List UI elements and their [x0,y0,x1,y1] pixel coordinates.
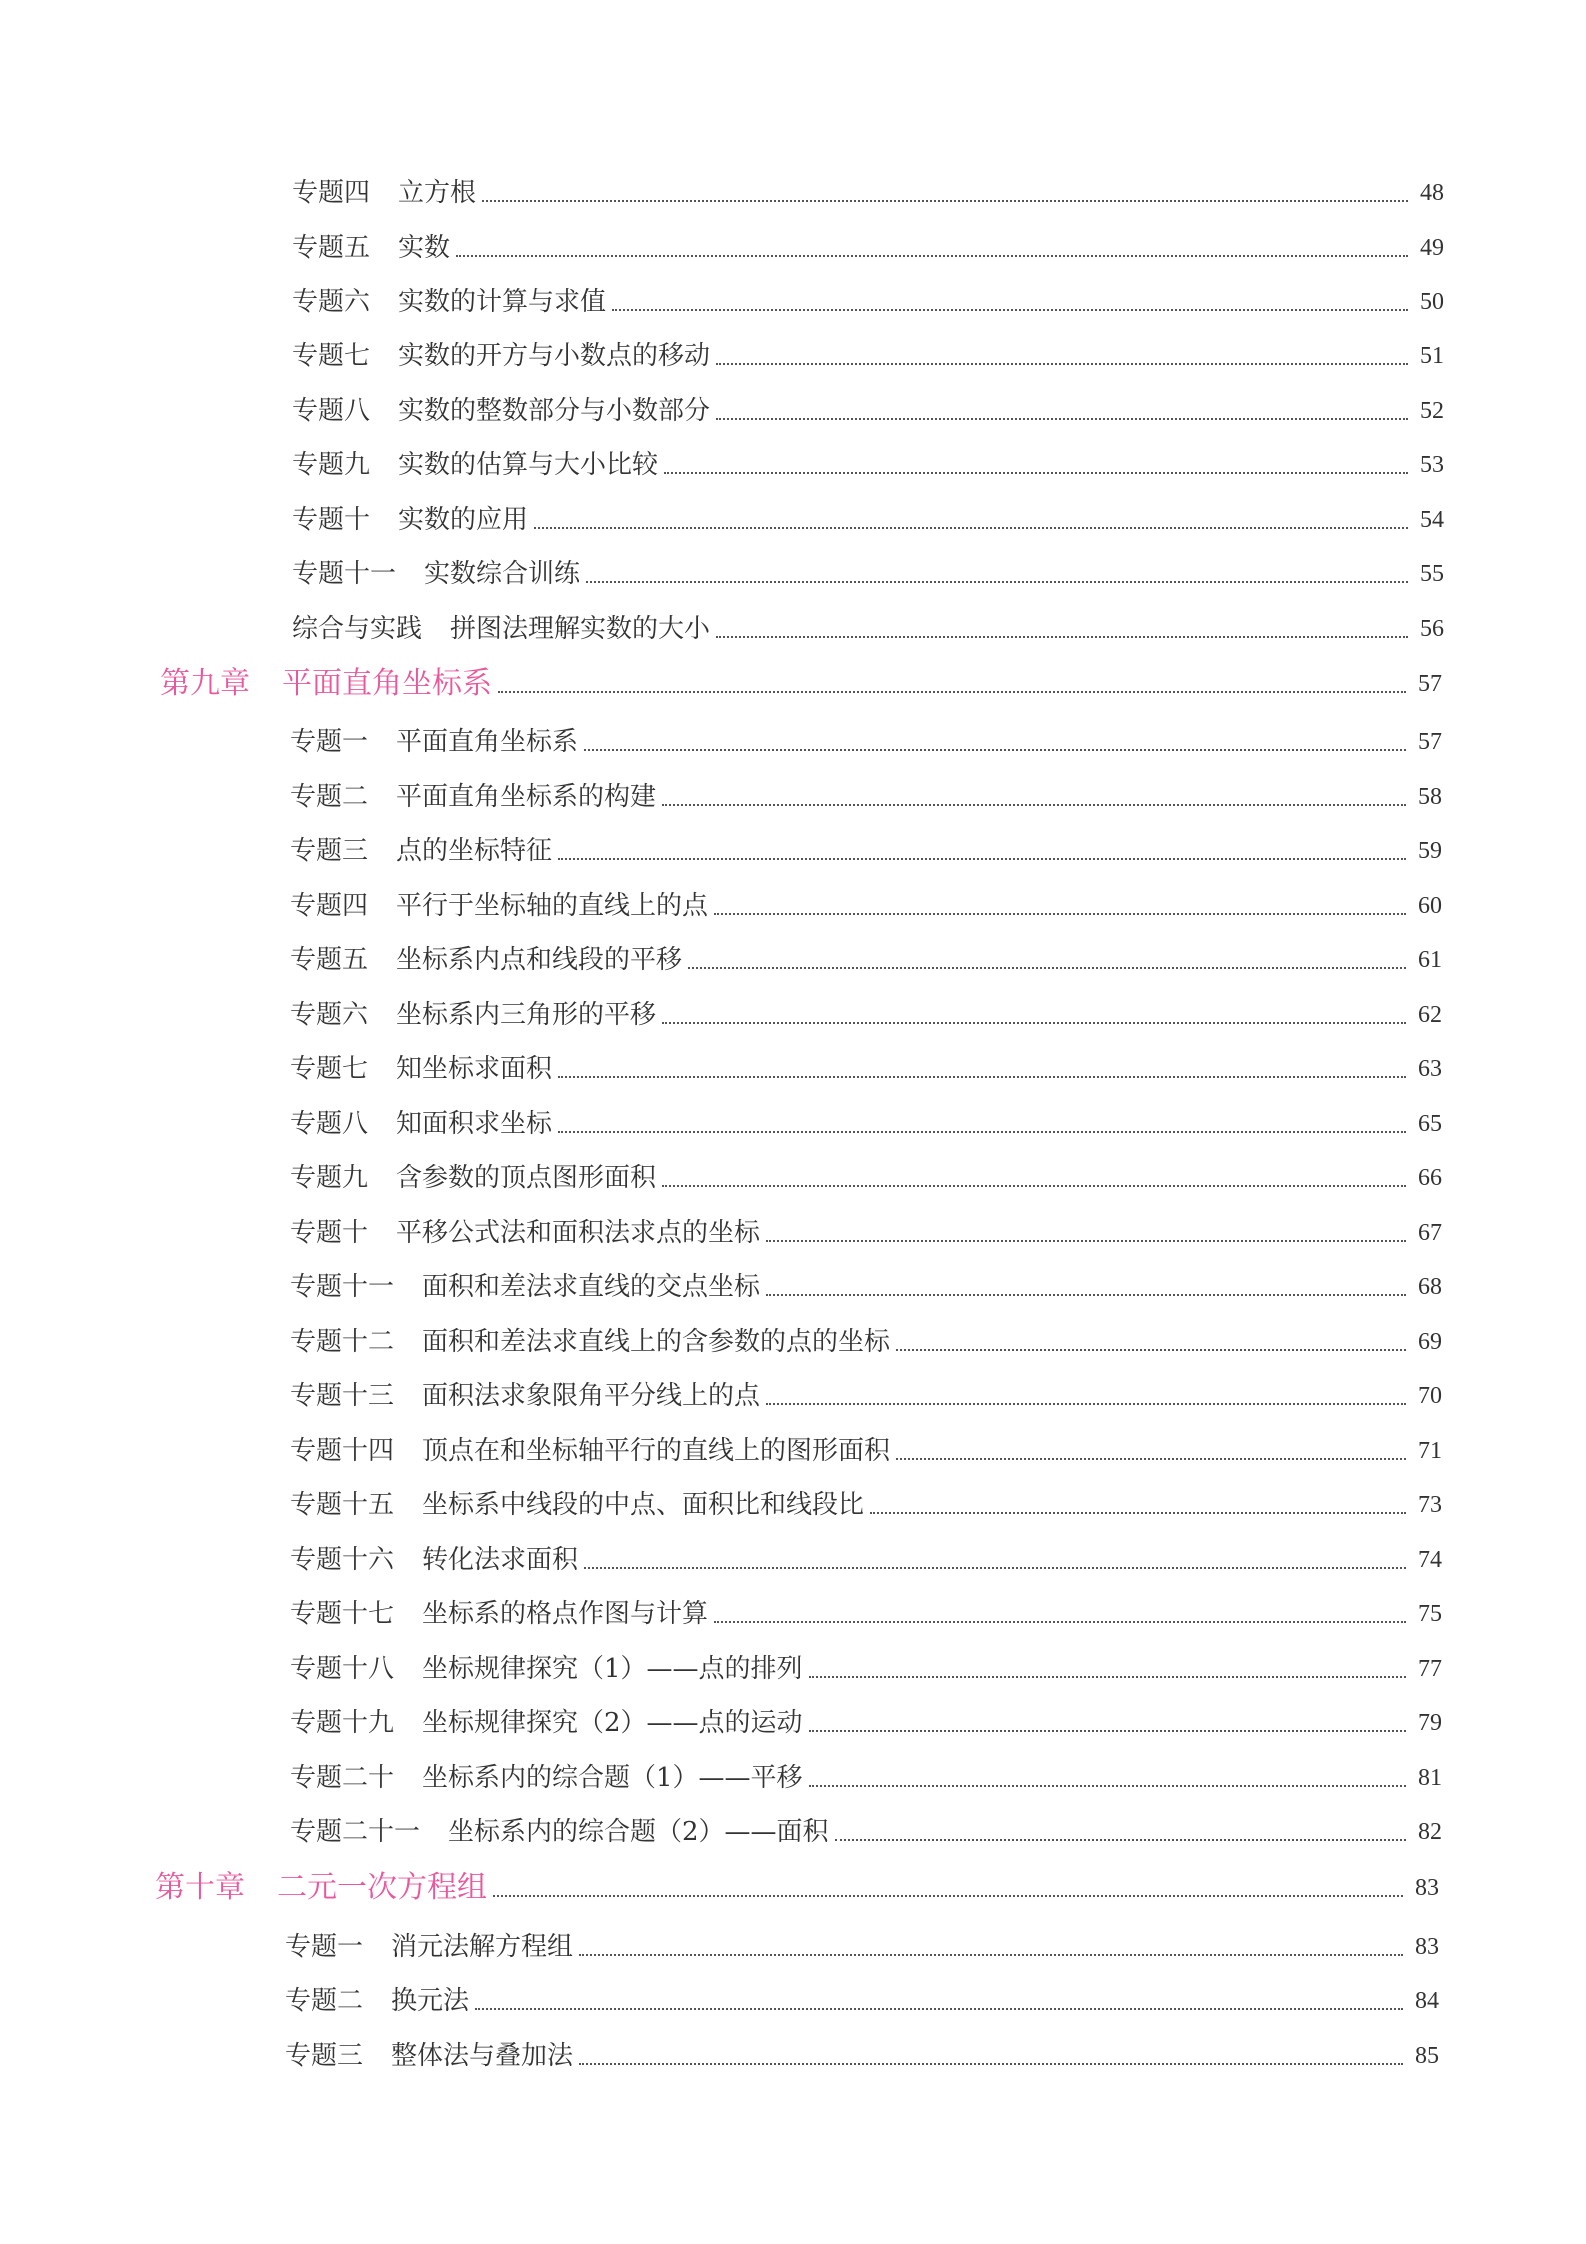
toc-entry-page: 54 [1420,507,1444,533]
chapter-label: 第十章 [155,1870,245,1905]
toc-entry [290,1271,1442,1303]
toc-entry-page: 73 [1418,1492,1442,1518]
toc-entry [290,1217,1442,1249]
toc-entry-title: 换元法 [391,1986,470,2016]
dot-leader [584,748,1406,751]
dot-leader [579,2062,1403,2065]
dot-leader [579,1953,1403,1956]
toc-entry-page: 59 [1418,838,1442,864]
toc-entry-title: 坐标系的格点作图与计算 [422,1599,709,1629]
dot-leader [896,1457,1406,1460]
toc-entry [290,890,1442,922]
toc-entry [290,1816,1442,1848]
toc-entry-title: 平移公式法和面积法求点的坐标 [396,1218,761,1248]
toc-entry [290,726,1442,758]
dot-leader [456,254,1408,257]
toc-entry-title: 坐标规律探究（1）——点的排列 [422,1654,803,1684]
dot-leader [586,580,1408,583]
dot-leader [482,199,1408,202]
toc-entry-page: 61 [1418,947,1442,973]
dot-leader [534,526,1408,529]
dot-leader [766,1239,1406,1242]
toc-entry-page: 53 [1420,452,1444,478]
toc-entry [290,1108,1442,1140]
toc-entry [292,613,1444,645]
toc-entry-page: 79 [1418,1710,1442,1736]
toc-entry-label: 专题五 [292,233,371,263]
toc-entry [290,1380,1442,1412]
toc-entry-title: 面积和差法求直线的交点坐标 [422,1272,761,1302]
toc-entry-page: 48 [1420,180,1444,206]
toc-entry-title: 实数的估算与大小比较 [398,450,659,480]
toc-entry-page: 67 [1418,1220,1442,1246]
toc-entry-title: 面积法求象限角平分线上的点 [422,1381,761,1411]
toc-entry-page: 83 [1415,1875,1439,1901]
toc-entry-title: 面积和差法求直线上的含参数的点的坐标 [422,1327,891,1357]
dot-leader [809,1675,1406,1678]
toc-entry-label: 专题三 [290,836,369,866]
toc-entry-label: 专题二 [290,782,369,812]
toc-entry-title: 转化法求面积 [422,1545,579,1575]
toc-entry-page: 74 [1418,1547,1442,1573]
toc-entry-title: 知面积求坐标 [396,1109,553,1139]
toc-entry-label: 专题七 [290,1054,369,1084]
dot-leader [558,857,1406,860]
toc-entry [292,340,1444,372]
toc-entry-label: 专题十五 [290,1490,395,1520]
dot-leader [716,362,1408,365]
toc-entry-title: 实数的计算与求值 [398,287,607,317]
chapter-title: 平面直角坐标系 [282,666,492,701]
toc-entry-title: 知坐标求面积 [396,1054,553,1084]
toc-entry-label: 专题十七 [290,1599,395,1629]
toc-entry [290,999,1442,1031]
toc-entry-title: 坐标系内的综合题（2）——面积 [448,1817,829,1847]
toc-entry [292,504,1444,536]
toc-entry-title: 坐标系内三角形的平移 [396,1000,657,1030]
toc-entry [285,1985,1439,2017]
toc-entry-title: 点的坐标特征 [396,836,553,866]
toc-entry-page: 51 [1420,343,1444,369]
toc-entry [290,1707,1442,1739]
toc-entry-page: 71 [1418,1438,1442,1464]
toc-entry-label: 专题十一 [292,559,397,589]
dot-leader [809,1729,1406,1732]
toc-entry-label: 专题十六 [290,1545,395,1575]
toc-entry-page: 83 [1415,1934,1439,1960]
dot-leader [662,1184,1406,1187]
dot-leader [612,308,1408,311]
toc-entry-label: 专题八 [292,396,371,426]
toc-entry [290,1598,1442,1630]
toc-entry-page: 69 [1418,1329,1442,1355]
toc-entry-title: 坐标系中线段的中点、面积比和线段比 [422,1490,865,1520]
toc-entry [290,835,1442,867]
toc-entry-label: 专题八 [290,1109,369,1139]
toc-entry [292,395,1444,427]
toc-entry-label: 专题六 [290,1000,369,1030]
toc-entry-page: 82 [1418,1819,1442,1845]
dot-leader [714,912,1406,915]
toc-entry-page: 57 [1418,729,1442,755]
toc-entry-title: 顶点在和坐标轴平行的直线上的图形面积 [422,1436,891,1466]
toc-entry-label: 专题六 [292,287,371,317]
toc-entry [292,177,1444,209]
toc-entry-title: 拼图法理解实数的大小 [450,614,711,644]
toc-chapter [160,668,1442,700]
toc-entry-label: 专题四 [290,891,369,921]
toc-entry-page: 57 [1418,671,1442,697]
toc-entry-title: 整体法与叠加法 [391,2041,574,2071]
toc-entry [285,1931,1439,1963]
toc-entry [285,2040,1439,2072]
dot-leader [716,417,1408,420]
toc-entry-page: 75 [1418,1601,1442,1627]
toc-entry [292,232,1444,264]
toc-entry [290,1326,1442,1358]
toc-entry-title: 消元法解方程组 [391,1932,574,1962]
toc-entry [290,1762,1442,1794]
toc-entry-label: 专题十四 [290,1436,395,1466]
dot-leader [688,966,1406,969]
toc-entry-label: 专题九 [290,1163,369,1193]
toc-entry-page: 58 [1418,784,1442,810]
toc-entry-label: 专题十八 [290,1654,395,1684]
dot-leader [558,1075,1406,1078]
toc-entry-page: 56 [1420,616,1444,642]
dot-leader [716,635,1408,638]
toc-entry [290,944,1442,976]
dot-leader [498,690,1406,693]
toc-entry-title: 坐标规律探究（2）——点的运动 [422,1708,803,1738]
toc-entry-page: 85 [1415,2043,1439,2069]
toc-entry-label: 综合与实践 [292,614,423,644]
dot-leader [584,1566,1406,1569]
toc-entry-title: 实数综合训练 [424,559,581,589]
toc-entry-label: 专题十 [290,1218,369,1248]
toc-entry-page: 65 [1418,1111,1442,1137]
dot-leader [809,1784,1406,1787]
toc-entry-page: 66 [1418,1165,1442,1191]
toc-entry [292,449,1444,481]
toc-entry-page: 55 [1420,561,1444,587]
toc-entry-title: 实数 [398,233,451,263]
toc-entry-page: 70 [1418,1383,1442,1409]
toc-entry-title: 实数的应用 [398,505,529,535]
toc-entry-page: 84 [1415,1988,1439,2014]
dot-leader [475,2007,1403,2010]
toc-entry-page: 63 [1418,1056,1442,1082]
dot-leader [835,1838,1406,1841]
dot-leader [896,1348,1406,1351]
dot-leader [664,471,1408,474]
toc-entry-label: 专题十一 [290,1272,395,1302]
toc-entry-label: 专题十三 [290,1381,395,1411]
toc-entry-page: 52 [1420,398,1444,424]
toc-entry [290,1544,1442,1576]
toc-entry-label: 专题二十一 [290,1817,421,1847]
dot-leader [558,1130,1406,1133]
dot-leader [662,803,1406,806]
toc-entry-label: 专题二 [285,1986,364,2016]
toc-entry-title: 实数的整数部分与小数部分 [398,396,711,426]
dot-leader [766,1402,1406,1405]
toc-entry-title: 坐标系内点和线段的平移 [396,945,683,975]
toc-entry-label: 专题十 [292,505,371,535]
toc-entry [290,1435,1442,1467]
toc-entry-label: 专题一 [285,1932,364,1962]
toc-entry-page: 50 [1420,289,1444,315]
toc-entry-label: 专题一 [290,727,369,757]
toc-entry-page: 81 [1418,1765,1442,1791]
toc-entry-label: 专题七 [292,341,371,371]
dot-leader [870,1511,1406,1514]
toc-entry-title: 平行于坐标轴的直线上的点 [396,891,709,921]
toc-entry-title: 平面直角坐标系 [396,727,579,757]
toc-entry-label: 专题十九 [290,1708,395,1738]
toc-entry-title: 含参数的顶点图形面积 [396,1163,657,1193]
toc-entry-label: 专题四 [292,178,371,208]
toc-entry [290,1162,1442,1194]
toc-entry [290,1653,1442,1685]
toc-entry-title: 实数的开方与小数点的移动 [398,341,711,371]
toc-entry [290,1053,1442,1085]
toc-entry-label: 专题三 [285,2041,364,2071]
toc-entry-label: 专题五 [290,945,369,975]
dot-leader [493,1894,1403,1897]
dot-leader [766,1293,1406,1296]
toc-entry [292,558,1444,590]
toc-entry [292,286,1444,318]
chapter-title: 二元一次方程组 [277,1870,487,1905]
toc-entry-page: 77 [1418,1656,1442,1682]
toc-entry-label: 专题二十 [290,1763,395,1793]
toc-entry-title: 坐标系内的综合题（1）——平移 [422,1763,803,1793]
toc-chapter [155,1872,1439,1904]
toc-entry-page: 62 [1418,1002,1442,1028]
toc-entry [290,781,1442,813]
toc-entry-label: 专题九 [292,450,371,480]
toc-entry-page: 60 [1418,893,1442,919]
chapter-label: 第九章 [160,666,250,701]
toc-entry [290,1489,1442,1521]
toc-entry-title: 平面直角坐标系的构建 [396,782,657,812]
toc-entry-page: 68 [1418,1274,1442,1300]
dot-leader [714,1620,1406,1623]
toc-entry-title: 立方根 [398,178,477,208]
toc-entry-page: 49 [1420,235,1444,261]
dot-leader [662,1021,1406,1024]
toc-entry-label: 专题十二 [290,1327,395,1357]
